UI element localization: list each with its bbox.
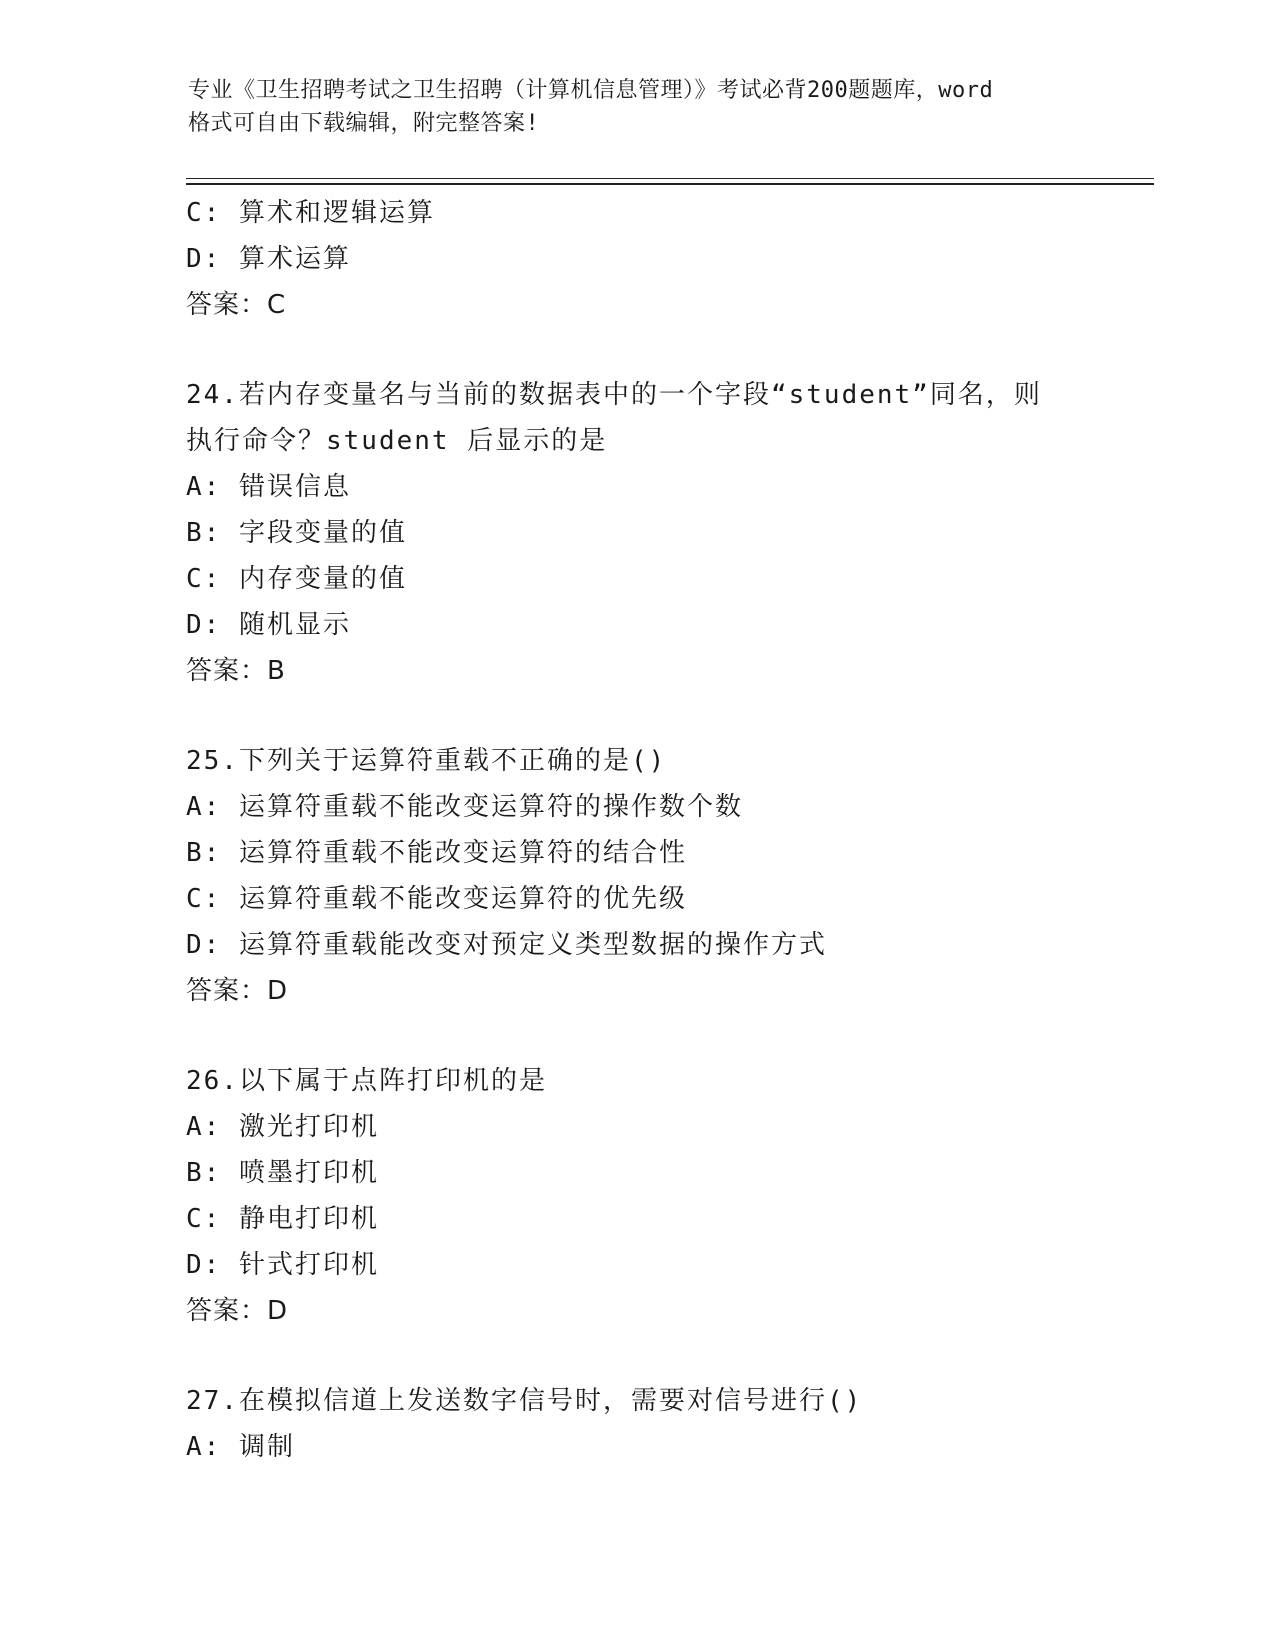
question-block-27 [186,1378,1146,1470]
header-line-1: 专业《卫生招聘考试之卫生招聘（计算机信息管理）》考试必背200题题库，word [188,78,994,103]
spacer [186,1014,1146,1058]
answer-line: 答案：C [186,290,287,320]
option-b: B: 运算符重载不能改变运算符的结合性 [186,838,687,868]
question-block-25 [186,738,1146,1014]
question-stem-line: 26.以下属于点阵打印机的是 [186,1066,547,1096]
answer-line: 答案：B [186,656,286,686]
header-line-2: 格式可自由下载编辑，附完整答案! [188,111,540,136]
option-c: C: 算术和逻辑运算 [186,198,435,228]
option-a: A: 调制 [186,1432,295,1462]
option-c: C: 静电打印机 [186,1204,379,1234]
option-d: D: 算术运算 [186,244,351,274]
question-block-26 [186,1058,1146,1334]
option-c: C: 内存变量的值 [186,564,407,594]
spacer [186,1334,1146,1378]
question-block-24 [186,372,1146,694]
spacer [186,694,1146,738]
option-d: D: 随机显示 [186,610,351,640]
question-list [186,190,1146,1470]
option-d: D: 运算符重载能改变对预定义类型数据的操作方式 [186,930,827,960]
option-d: D: 针式打印机 [186,1250,379,1280]
header-divider-thin [186,178,1154,179]
option-a: A: 错误信息 [186,472,351,502]
question-stem-line: 24.若内存变量名与当前的数据表中的一个字段“student”同名，则 [186,380,1042,410]
question-stem-line: 27.在模拟信道上发送数字信号时，需要对信号进行() [186,1386,863,1416]
option-b: B: 字段变量的值 [186,518,407,548]
option-a: A: 激光打印机 [186,1112,379,1142]
option-c: C: 运算符重载不能改变运算符的优先级 [186,884,687,914]
option-b: B: 喷墨打印机 [186,1158,379,1188]
question-block-23-continued [186,190,1146,328]
question-stem-line: 25.下列关于运算符重载不正确的是() [186,746,667,776]
answer-line: 答案：D [186,976,289,1006]
document-header [188,74,1088,140]
spacer [186,328,1146,372]
question-stem-line: 执行命令？student 后显示的是 [186,426,608,456]
header-divider-thick [186,183,1154,185]
answer-line: 答案：D [186,1296,289,1326]
option-a: A: 运算符重载不能改变运算符的操作数个数 [186,792,743,822]
